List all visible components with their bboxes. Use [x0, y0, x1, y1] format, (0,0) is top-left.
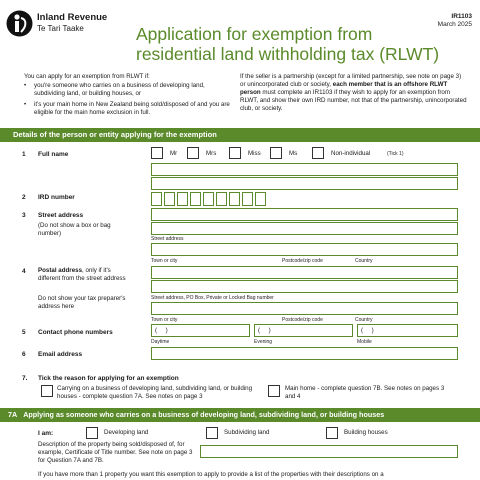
email-field[interactable] [151, 347, 458, 360]
q4-label-bold: Postal address [38, 267, 83, 274]
title-mr-label: Mr [170, 150, 178, 157]
street-country-caption: Country [355, 258, 373, 264]
ird-digit-box[interactable] [229, 192, 240, 206]
section-7a-header [0, 408, 480, 422]
intro-partnership-note [240, 73, 468, 113]
daytime-area-code: ( ) [155, 327, 168, 334]
ird-digit-box[interactable] [177, 192, 188, 206]
section-details-header [0, 128, 480, 142]
building-houses-checkbox[interactable] [326, 427, 338, 439]
i-am-label: I am: [38, 430, 54, 437]
evening-area-code: ( ) [258, 327, 271, 334]
intro-bullet-1: • you're someone who carries on a business of developing land, subdividing land, or building houses, or [24, 82, 234, 98]
bullet-2-text: it's your main home in New Zealand being sold/disposed of and you are eligible for the main home exclusion in full. [34, 101, 230, 116]
evening-caption: Evening [254, 339, 273, 345]
q1-label: Full name [38, 151, 69, 158]
section-7a-title: Applying as someone who carries on a business of developing land, subdividing land, or building houses [23, 410, 385, 419]
tick-one-note: (Tick 1) [387, 151, 404, 157]
q4-label [38, 267, 126, 283]
postal-postcode-caption: Postcode/zip code [282, 317, 323, 323]
street-address-caption: Street address [151, 236, 184, 242]
q7-number: 7. [22, 375, 28, 382]
q3-number: 3 [22, 212, 26, 219]
q7-label: Tick the reason for applying for an exemption [38, 375, 179, 382]
section-details-title: Details of the person or entity applying for the exemption [13, 130, 217, 139]
title-ms-label: Ms [289, 150, 298, 157]
bullet-1-text: you're someone who carries on a business of developing land, subdividing land, or building houses, or [34, 82, 205, 97]
reason-main-home-checkbox[interactable] [268, 385, 280, 397]
section-7a-number: 7A [8, 410, 18, 419]
postal-address-field-2[interactable] [151, 280, 458, 293]
org-name: Inland Revenue [37, 12, 108, 23]
intro-bullet-2: • it's your main home in New Zealand being sold/disposed of and you are eligible for the main home exclusion in full. [24, 101, 234, 117]
intro-lead: You can apply for an exemption from RLWT if: [24, 73, 150, 80]
q4-label-rest: , only if it's different from the street address [38, 267, 126, 282]
property-description-field[interactable] [200, 445, 458, 458]
q2-number: 2 [22, 194, 26, 201]
ird-digit-box[interactable] [203, 192, 214, 206]
form-date: March 2025 [437, 21, 472, 28]
building-houses-label: Building houses [344, 429, 388, 436]
full-name-field-2[interactable] [151, 177, 458, 190]
ird-digit-box[interactable] [255, 192, 266, 206]
title-mrs-label: Mrs [206, 150, 217, 157]
street-town-field[interactable] [151, 243, 458, 256]
postal-address-caption: Street address, PO Box, Private or Locked Bag number [151, 295, 274, 301]
ird-number-field[interactable] [151, 192, 268, 206]
daytime-phone-field[interactable] [151, 324, 250, 337]
partnership-note-a: If the seller is a partnership (except for a limited partnership, see note on page 3) or unincorporated club or society, [240, 73, 462, 88]
org-maori-name: Te Tari Taake [37, 24, 84, 33]
q5-label: Contact phone numbers [38, 329, 113, 336]
property-description-label: Description of the property being sold/disposed of, for example, Certificate of Title number. See note on page 3 for Question 7A and 7B. [38, 441, 193, 464]
q4-number: 4 [22, 268, 26, 275]
street-address-field-1[interactable] [151, 208, 458, 221]
ird-digit-box[interactable] [151, 192, 162, 206]
q2-label: IRD number [38, 194, 75, 201]
subdividing-land-checkbox[interactable] [206, 427, 218, 439]
mobile-area-code: ( ) [361, 327, 374, 334]
street-postcode-caption: Postcode/zip code [282, 258, 323, 264]
mobile-phone-field[interactable] [357, 324, 458, 337]
form-title-line2: residential land withholding tax (RLWT) [136, 44, 440, 64]
reason-business-checkbox[interactable] [41, 385, 53, 397]
multiple-properties-note: If you have more than 1 property you want this exemption to apply to provide a list of the properties with their descriptions on a [38, 471, 384, 478]
title-miss-checkbox[interactable] [229, 147, 241, 159]
ird-digit-box[interactable] [190, 192, 201, 206]
q3-note: (Do not show a box or bag number) [38, 222, 111, 237]
title-mrs-checkbox[interactable] [187, 147, 199, 159]
ird-digit-box[interactable] [164, 192, 175, 206]
developing-land-checkbox[interactable] [86, 427, 98, 439]
evening-phone-field[interactable] [254, 324, 353, 337]
postal-address-field-1[interactable] [151, 266, 458, 279]
reason-business-label: Carrying on a business of developing land, subdividing land, or building houses - complete question 7A. See notes on page 3 [57, 385, 253, 400]
daytime-caption: Daytime [151, 339, 170, 345]
title-non-individual-checkbox[interactable] [312, 147, 324, 159]
inland-revenue-logo [6, 10, 33, 37]
full-name-field-1[interactable] [151, 163, 458, 176]
reason-main-home-label: Main home - complete question 7B. See notes on pages 3 and 4 [285, 385, 445, 400]
mobile-caption: Mobile [357, 339, 372, 345]
subdividing-land-label: Subdividing land [224, 429, 270, 436]
q3-label: Street address [38, 212, 84, 219]
title-ms-checkbox[interactable] [270, 147, 282, 159]
q6-label: Email address [38, 351, 83, 358]
partnership-note-c: must complete an IR1103 if they wish to apply for an exemption from RLWT, and show their own IRD number, not that of the partnership, unincorporated club, or society. [240, 89, 467, 112]
ird-digit-box[interactable] [216, 192, 227, 206]
street-town-caption: Town or city [151, 258, 178, 264]
q1-number: 1 [22, 151, 26, 158]
q6-number: 6 [22, 351, 26, 358]
title-non-individual-label: Non-individual [331, 150, 371, 157]
ird-digit-box[interactable] [242, 192, 253, 206]
postal-country-caption: Country [355, 317, 373, 323]
form-title-line1: Application for exemption from [136, 24, 373, 44]
developing-land-label: Developing land [104, 429, 149, 436]
title-mr-checkbox[interactable] [151, 147, 163, 159]
postal-town-field[interactable] [151, 302, 458, 315]
q5-number: 5 [22, 329, 26, 336]
postal-town-caption: Town or city [151, 317, 178, 323]
partnership-note-b: each member that is an offshore RLWT person [240, 81, 448, 96]
form-code: IR1103 [451, 13, 472, 20]
q4-note: Do not show your tax preparer's address here [38, 295, 126, 310]
title-miss-label: Miss [248, 150, 261, 157]
street-address-field-2[interactable] [151, 222, 458, 235]
